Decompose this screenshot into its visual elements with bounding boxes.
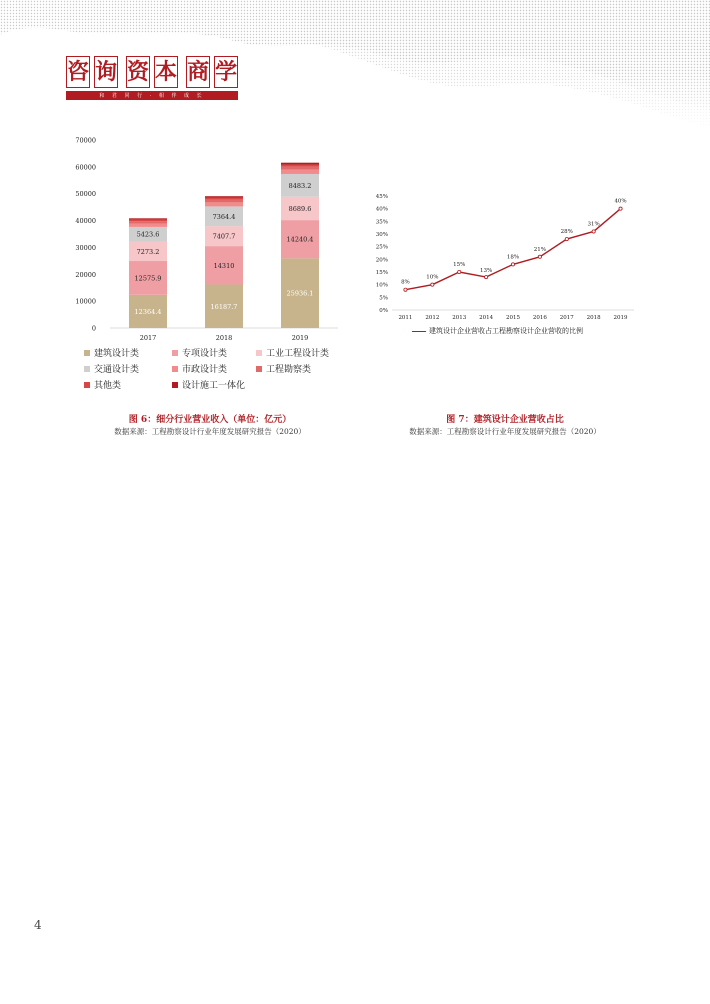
y-tick-label: 20000 [75, 270, 96, 279]
logo-tagline: 和 君 同 行 · 相 伴 成 长 [66, 91, 238, 100]
data-label: 25936.1 [286, 289, 314, 298]
y-tick-label: 50000 [75, 190, 96, 199]
y-tick-label: 25% [375, 244, 388, 251]
legend-line-marker [412, 331, 426, 332]
y-tick-label: 40000 [75, 217, 96, 226]
line-chart [368, 188, 638, 328]
logo-char: 本 [154, 56, 178, 88]
data-label: 7273.2 [136, 247, 160, 256]
legend-swatch [84, 382, 90, 388]
x-tick-label: 2015 [506, 315, 520, 321]
data-point [592, 230, 595, 233]
x-tick-label: 2012 [425, 315, 440, 321]
data-label: 12575.9 [134, 274, 162, 283]
x-tick-label: 2018 [215, 334, 233, 342]
data-label: 31% [587, 221, 600, 228]
y-tick-label: 0% [379, 308, 388, 314]
figure6-title: 图 6：细分行业营业收入（单位：亿元） [128, 415, 292, 425]
data-point [538, 255, 541, 258]
bar-segment [205, 202, 243, 206]
bar-segment [129, 224, 167, 227]
data-point [485, 275, 488, 278]
legend-item [256, 362, 311, 375]
page-number: 4 [34, 918, 42, 932]
legend-label: 其他类 [94, 381, 122, 391]
legend-label: 交通设计类 [94, 365, 140, 375]
y-tick-label: 45% [375, 194, 388, 200]
data-label: 7407.7 [212, 232, 236, 241]
y-tick-label: 40% [375, 206, 388, 213]
y-tick-label: 10000 [75, 297, 96, 306]
y-tick-label: 20% [375, 257, 388, 264]
bar-segment [281, 165, 319, 167]
legend-item [172, 362, 227, 375]
bar-segment [281, 167, 319, 170]
x-tick-label: 2019 [291, 334, 309, 342]
y-tick-label: 15% [375, 270, 388, 276]
bar-segment [281, 163, 319, 165]
data-label: 13% [479, 268, 493, 275]
logo [66, 56, 238, 100]
bar-segment [205, 198, 243, 200]
legend-label: 建筑设计企业营收占工程勘察设计企业营收的比例 [429, 327, 583, 335]
data-label: 40% [614, 198, 627, 205]
logo-char: 商 [186, 56, 210, 88]
legend-label: 工业工程设计类 [266, 349, 330, 359]
y-tick-label: 60000 [75, 163, 96, 172]
legend-label: 设计施工一体化 [182, 381, 246, 391]
data-point [511, 263, 514, 266]
data-label: 8689.6 [288, 204, 312, 213]
data-point [404, 288, 407, 291]
legend-swatch [256, 350, 262, 356]
y-tick-label: 0 [91, 324, 96, 333]
x-tick-label: 2016 [532, 315, 547, 321]
legend-label: 工程勘察类 [266, 365, 312, 375]
legend-item [84, 362, 139, 375]
data-point [431, 283, 434, 286]
data-label: 8% [401, 279, 410, 286]
x-tick-label: 2017 [139, 334, 157, 342]
figure7-source: 数据来源：工程勘察设计行业年度发展研究报告（2020） [409, 427, 601, 436]
bar-segment [129, 218, 167, 219]
data-label: 16187.7 [210, 302, 238, 311]
data-label: 12364.4 [134, 307, 162, 316]
y-tick-label: 10% [375, 282, 388, 289]
data-point [458, 270, 461, 273]
legend-label: 市政设计类 [182, 365, 228, 375]
y-tick-label: 30% [375, 232, 388, 238]
x-tick-label: 2017 [559, 315, 574, 321]
data-label: 5423.6 [136, 230, 160, 239]
logo-char: 咨 [66, 56, 90, 88]
data-point [565, 237, 568, 240]
x-tick-label: 2014 [479, 315, 494, 321]
data-label: 8483.2 [288, 181, 312, 190]
stacked-bar-chart [70, 132, 350, 342]
line-chart-legend [412, 326, 583, 336]
legend-item [84, 346, 139, 359]
bar-segment [129, 221, 167, 223]
y-tick-label: 5% [379, 295, 388, 302]
figure7-title: 图 7：建筑设计企业营收占比 [446, 415, 564, 425]
data-label: 18% [506, 254, 520, 261]
bar-segment [129, 220, 167, 222]
data-label: 10% [426, 274, 439, 281]
data-label: 14310 [213, 261, 235, 270]
figure6-source: 数据来源：工程勘察设计行业年度发展研究报告（2020） [114, 427, 306, 436]
figure7-caption [365, 412, 645, 437]
legend-label: 专项设计类 [182, 349, 228, 359]
data-label: 28% [560, 229, 573, 236]
figure6-caption [70, 412, 350, 437]
legend-label: 建筑设计类 [94, 349, 140, 359]
bar-segment [205, 196, 243, 198]
y-tick-label: 70000 [75, 136, 96, 145]
logo-char: 询 [94, 56, 118, 88]
legend-swatch [256, 366, 262, 372]
legend-item [256, 346, 329, 359]
data-point [619, 207, 622, 210]
legend-swatch [172, 350, 178, 356]
data-label: 21% [533, 246, 547, 253]
data-label: 14240.4 [286, 235, 314, 244]
data-label: 7364.4 [212, 212, 236, 221]
legend-swatch [172, 382, 178, 388]
legend-swatch [84, 366, 90, 372]
x-tick-label: 2018 [586, 315, 601, 321]
x-tick-label: 2019 [613, 315, 628, 321]
bar-segment [205, 200, 243, 203]
bar-segment [281, 170, 319, 174]
legend-swatch [84, 350, 90, 356]
y-tick-label: 30000 [75, 243, 96, 252]
legend-item [172, 378, 245, 391]
legend-swatch [172, 366, 178, 372]
legend-item [172, 346, 227, 359]
data-label: 15% [453, 262, 466, 268]
logo-char: 学 [214, 56, 238, 88]
y-tick-label: 35% [375, 219, 388, 226]
legend-item [84, 378, 121, 391]
x-tick-label: 2011 [398, 315, 413, 321]
logo-char: 资 [126, 56, 150, 88]
x-tick-label: 2013 [452, 315, 467, 321]
